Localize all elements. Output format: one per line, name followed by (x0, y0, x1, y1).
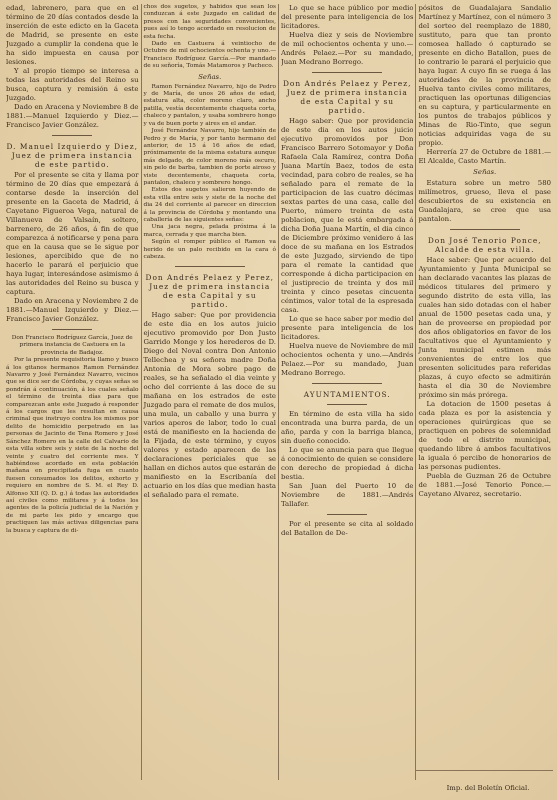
column-3 (281, 4, 414, 780)
column-4 (418, 4, 551, 780)
paragraph: Por el presente se cita al soldado del Batallon de De- (280, 520, 414, 537)
paragraph: Hace saber: Que por acuerdo del Ayuntamiento y Junta Municipal se han declarado vacantes las plazas de médicos titulares del primero y segundo distrito de esta villa, las cuales han sido dotadas con el haber anual de 1500 pesetas cada una, y han de proveerse en propiedad por dos años obligatorios en favor de los facultativos que el Ayuntamiento y Junta municipal estimen más convenientes de entre los que presenten solicitudes para referidas plazas, á cuyo efecto se admitirán hasta el dia 30 de Noviembre próximo sin más prórega. (418, 256, 551, 399)
paragraph: Lo que se hace saber por medio del presente para inteligencia de los licitadores. (280, 315, 414, 341)
column-rule (141, 4, 142, 780)
printer-footer: Imp. del Boletín Oficial. (446, 784, 530, 792)
section-heading: Don Andrés Pelaez y Perez, Juez de primera instancia de esta Capital y su partido. (283, 79, 412, 115)
column-2 (143, 4, 276, 780)
signature-paragraph: San Juan del Puerto 10 de Noviembre de 1881.—Andrés Tallafer. (280, 482, 414, 508)
section-heading: D. Manuel Izquierdo y Diez, Juez de primera instancia de este partido. (6, 142, 138, 169)
paragraph: Estatura sobre un metro 580 milímetros, grueso, lleva el pase descubiertos de su existencia en Guadalajara, se cree que usa pantalon. (418, 179, 551, 223)
paragraph: Y al propio tiempo se interesa a todas las autoridades del Reino su busca, captura y remisión á este Juzgado. (6, 67, 139, 102)
separator (450, 229, 520, 230)
separator (312, 72, 382, 73)
signature-paragraph: Dado en Castuera á veintiocho de Octubre de mil ochocientos ochenta y uno.—Francisco Rodríguez García.—Por mandado de su señoría, Tomás Matamoros y Pacheco. (143, 41, 276, 70)
paragraph: Hago saber: Que por providencia de este dia en los autos juicio ejecutivo promovidos por Don Francisco Barrero Sotomayor y Doña Rafaela Cala Ramírez, contra Doña Juana Martín Baez, todos de esta vecindad, para cobro de reales, se ha señalado para el remate de la participacion de las cuatro décimas sextas partes de una casa, calle del Puerto, número treinta de esta poblacion, que le está embargada á dicha Doña Juana Martín, el dia cinco de Diciembre próximo venidero á las doce de su mañana en los Estrados de este Juzgado, sirviendo de tipo para el remate la cantidad que corresponde á dicha participacion en el justiprecio de treinta y dos mil treinta y cinco pesetas cincuenta céntimos, valor total de la espresada casa. (280, 117, 414, 314)
paragraph: Estos dos sugetos salieron huyendo de esta villa entre seis y siete de la noche del dia 24 del corriente al parecer en direccion á la provincia de Córdoba y montando una caballería de las siguientes señas: (143, 187, 276, 223)
separator (175, 266, 245, 267)
section-heading-ayuntamientos: AYUNTAMIENTOS. (303, 390, 391, 399)
signature-paragraph: Huelva diez y seis de Noviembre de mil ochocientos ochenta y uno.—Andrés Pelaez.—Por su mandado, Juan Medrano Borrego. (280, 31, 414, 66)
paragraph: En término de esta villa ha sido encontrada una burra parda, de un año, parda y con la barriga blanca, sin dueño conocido. (280, 410, 414, 445)
paragraph: Hago saber: Que por providencia de este dia en los autos juicio ejecutivo promovido por Don Justo Garrido Monge y los herederos de D. Diego del Noval contra Don Antonio Tellechea y su señora madre Doña Antonia de Mora sobre pago de reales, se ha señalado el dia veinte y ocho del corriente á las doce de su mañana en los estrados de este Juzgado para el remate de dos mulos, una mula, un caballo y una burra y varios aperos de labor, todo lo cual está de manifiesto en la hacienda de la Fijada, de este término, y cuyos valores y estado aparecen de las declaraciones periciales que se hallan en dichos autos que estarán de manifiesto en la Escribanía del actuario en los días que median hasta el señalado para el remate. (143, 311, 276, 500)
footer-rule (415, 770, 553, 771)
signature-paragraph: Dado en Aracena y Noviembre 2 de 1881.—Manuel Izquierdo y Diez.—Francisco Javier González. (6, 297, 139, 323)
column-rule (278, 4, 279, 780)
section-heading: Don Francisco Rodríguez García, Juez de primera instancia de Castuera en la provincia de Badajoz. (11, 335, 133, 356)
columns (6, 4, 551, 780)
paragraph: La dotacion de 1500 pesetas á cada plaza es por la asistencia y operaciones quirúrgicas que se practiquen en pobres de solemnidad de todo el distrito municipal, quedando libre á ambos facultativos la iguala ó percibo de honorarios de las personas pudientes. (418, 400, 551, 471)
paragraph: pósitos de Guadalajara Sandalio Martínez y Martínez, con el número 3 del sorteo del reemplazo de 1880, sustituto, para que tan pronto comosea hallado ó capturado se presente en dicho Batallon, pues de lo contrario le parará el perjuicio que haya lugar. A cuyo fin se ruega á las autoridades de la provincia de Huelva tanto civiles como militares, practiquen las oportunas diligencias en su captura, y particularmente en los puntos de trabajos públicos y Minas de Rio-Tinto, que segun noticias adquiridas vaga de su propio. (418, 4, 551, 147)
paragraph: Lo que se hace público por medio del presente para inteligencia de los licitadores. (280, 4, 414, 30)
separator (312, 383, 382, 384)
signature-paragraph: Huelva nueve de Noviembre de mil ochocientos ochenta y uno.—Andrés Pelaez.—Por su mandado, Juan Medrano Borrego. (280, 342, 414, 377)
paragraph: edad, labrenero, para que en el término de 20 días contados desde la inserción de este edicto en la Gaceta de Madrid, se presente en este Juzgado a cumplir la condena que le ha sido impuesta en causa por lesiones. (6, 4, 139, 66)
column-rule (415, 4, 416, 780)
separator (327, 404, 367, 405)
paragraph: Lo que se anuncia para que llegue á conocimiento de quien se considere con derecho de propiedad á dicha bestia. (280, 446, 414, 481)
column-1 (6, 4, 139, 780)
paragraph: chos dos sugetos, y habidos que sean los conduzcan á este Juzgado en calidad de presos con las seguridades convenientes, pues así lo tengo acordado en resolucion de esta fecha. (143, 4, 276, 40)
signature-paragraph: Herrería 27 de Octubre de 1881.—El Alcalde, Casto Martín. (418, 148, 551, 165)
paragraph: Ramon Fernández Navarro, hijo de Pedro y de María, de unos 26 años de edad, estatura alta, color moreno claro, ancho patilla, vestía decentemente chaqueta corta, chaleco y pantalon, y usaba sombrero hongo y va de buen porte y aires en el andar. (143, 83, 276, 127)
paragraph: Una jaca negra, pelada próxima á la marca, cerrada y que marcha bien. (143, 224, 276, 238)
separator (52, 329, 92, 330)
section-heading: Don José Tenorio Ponce, Alcalde de esta villa. (427, 236, 542, 254)
section-heading: Don Andrés Pelaez y Perez, Juez de primera instancia de esta Capital y su partido. (145, 273, 274, 310)
senas-heading: Señas. (198, 72, 222, 81)
paragraph: Por la presente requisitoria llamo y busco á los gitanos hermanos Ramon Fernández Navarro y José Fernández Navarro, vecinos que se dice ser de Córdoba, y cuyas señas se pondrán á continuación, á los cuales señalo el término de treinta días para que comparezcan ante este Juzgado á responder á los cargos que les resultan en causa criminal que instruyo contra los mismos por delito de homicidio perpetrado en las personas de Jacinto de Tena Romero y José Sánchez Romero en la calle del Calvario de esta villa sobre seis y siete de la noche del veinte y cuatro del corriente mes. Y habiéndose acordado en esta población mañana en precipitada fuga en cuanto fuesen consumados los delitos, exhorto y requiero en nombre de S. M. el Rey D. Alfonso XII (Q. D. g.) á todas las autoridades así civiles como militares y á todos los agentes de la policía judicial de la Nación y de mi parte les pido y encargo que practiquen las más activas diligencias para la busca y captura de di- (6, 357, 139, 534)
separator (52, 135, 92, 136)
signature-paragraph: Dado en Aracena y Noviembre 8 de 1881.—Manuel Izquierdo y Diez.—Francisco Javier González. (6, 103, 139, 129)
senas-heading: Señas. (473, 168, 497, 176)
signature-paragraph: Puebla de Guzman 26 de Octubre de 1881.—José Tenorio Ponce.—Cayetano Alvarez, secretario. (418, 472, 551, 498)
separator (327, 514, 367, 515)
paragraph: José Fernández Navarro, hijo también de Pedro y de María, y por tanto hermano del anterior, de 15 á 16 años de edad, próximamente de la misma estatura aunque más delgado, de color moreno más oscuro, sin pelo de barba, tambien de porte airoso y viste decentemente, chaqueta corta, pantalon, chaleco y sombrero hongo. (143, 128, 276, 186)
paragraph: Por el presente se cita y llama por término de 20 días que empezará á contarse desde la inserción del presente en la Gaceta de Madrid, á Cayetano Figueroa Vega, natural de Villanueva de Valsaín, soltero, barrenero, de 26 años, á fin de que comparezca á notificarse y pena para que en la causa que se le sigue por lesiones, apercibido que de no hacerlo le parará el perjuicio que haya lugar, interesándose asimismo á las autoridades del Reino su busca y captura. (6, 171, 139, 296)
paragraph: Según el romper público el Ramon va herido de un palo recibido en la cara ó cabeza. (143, 239, 276, 260)
